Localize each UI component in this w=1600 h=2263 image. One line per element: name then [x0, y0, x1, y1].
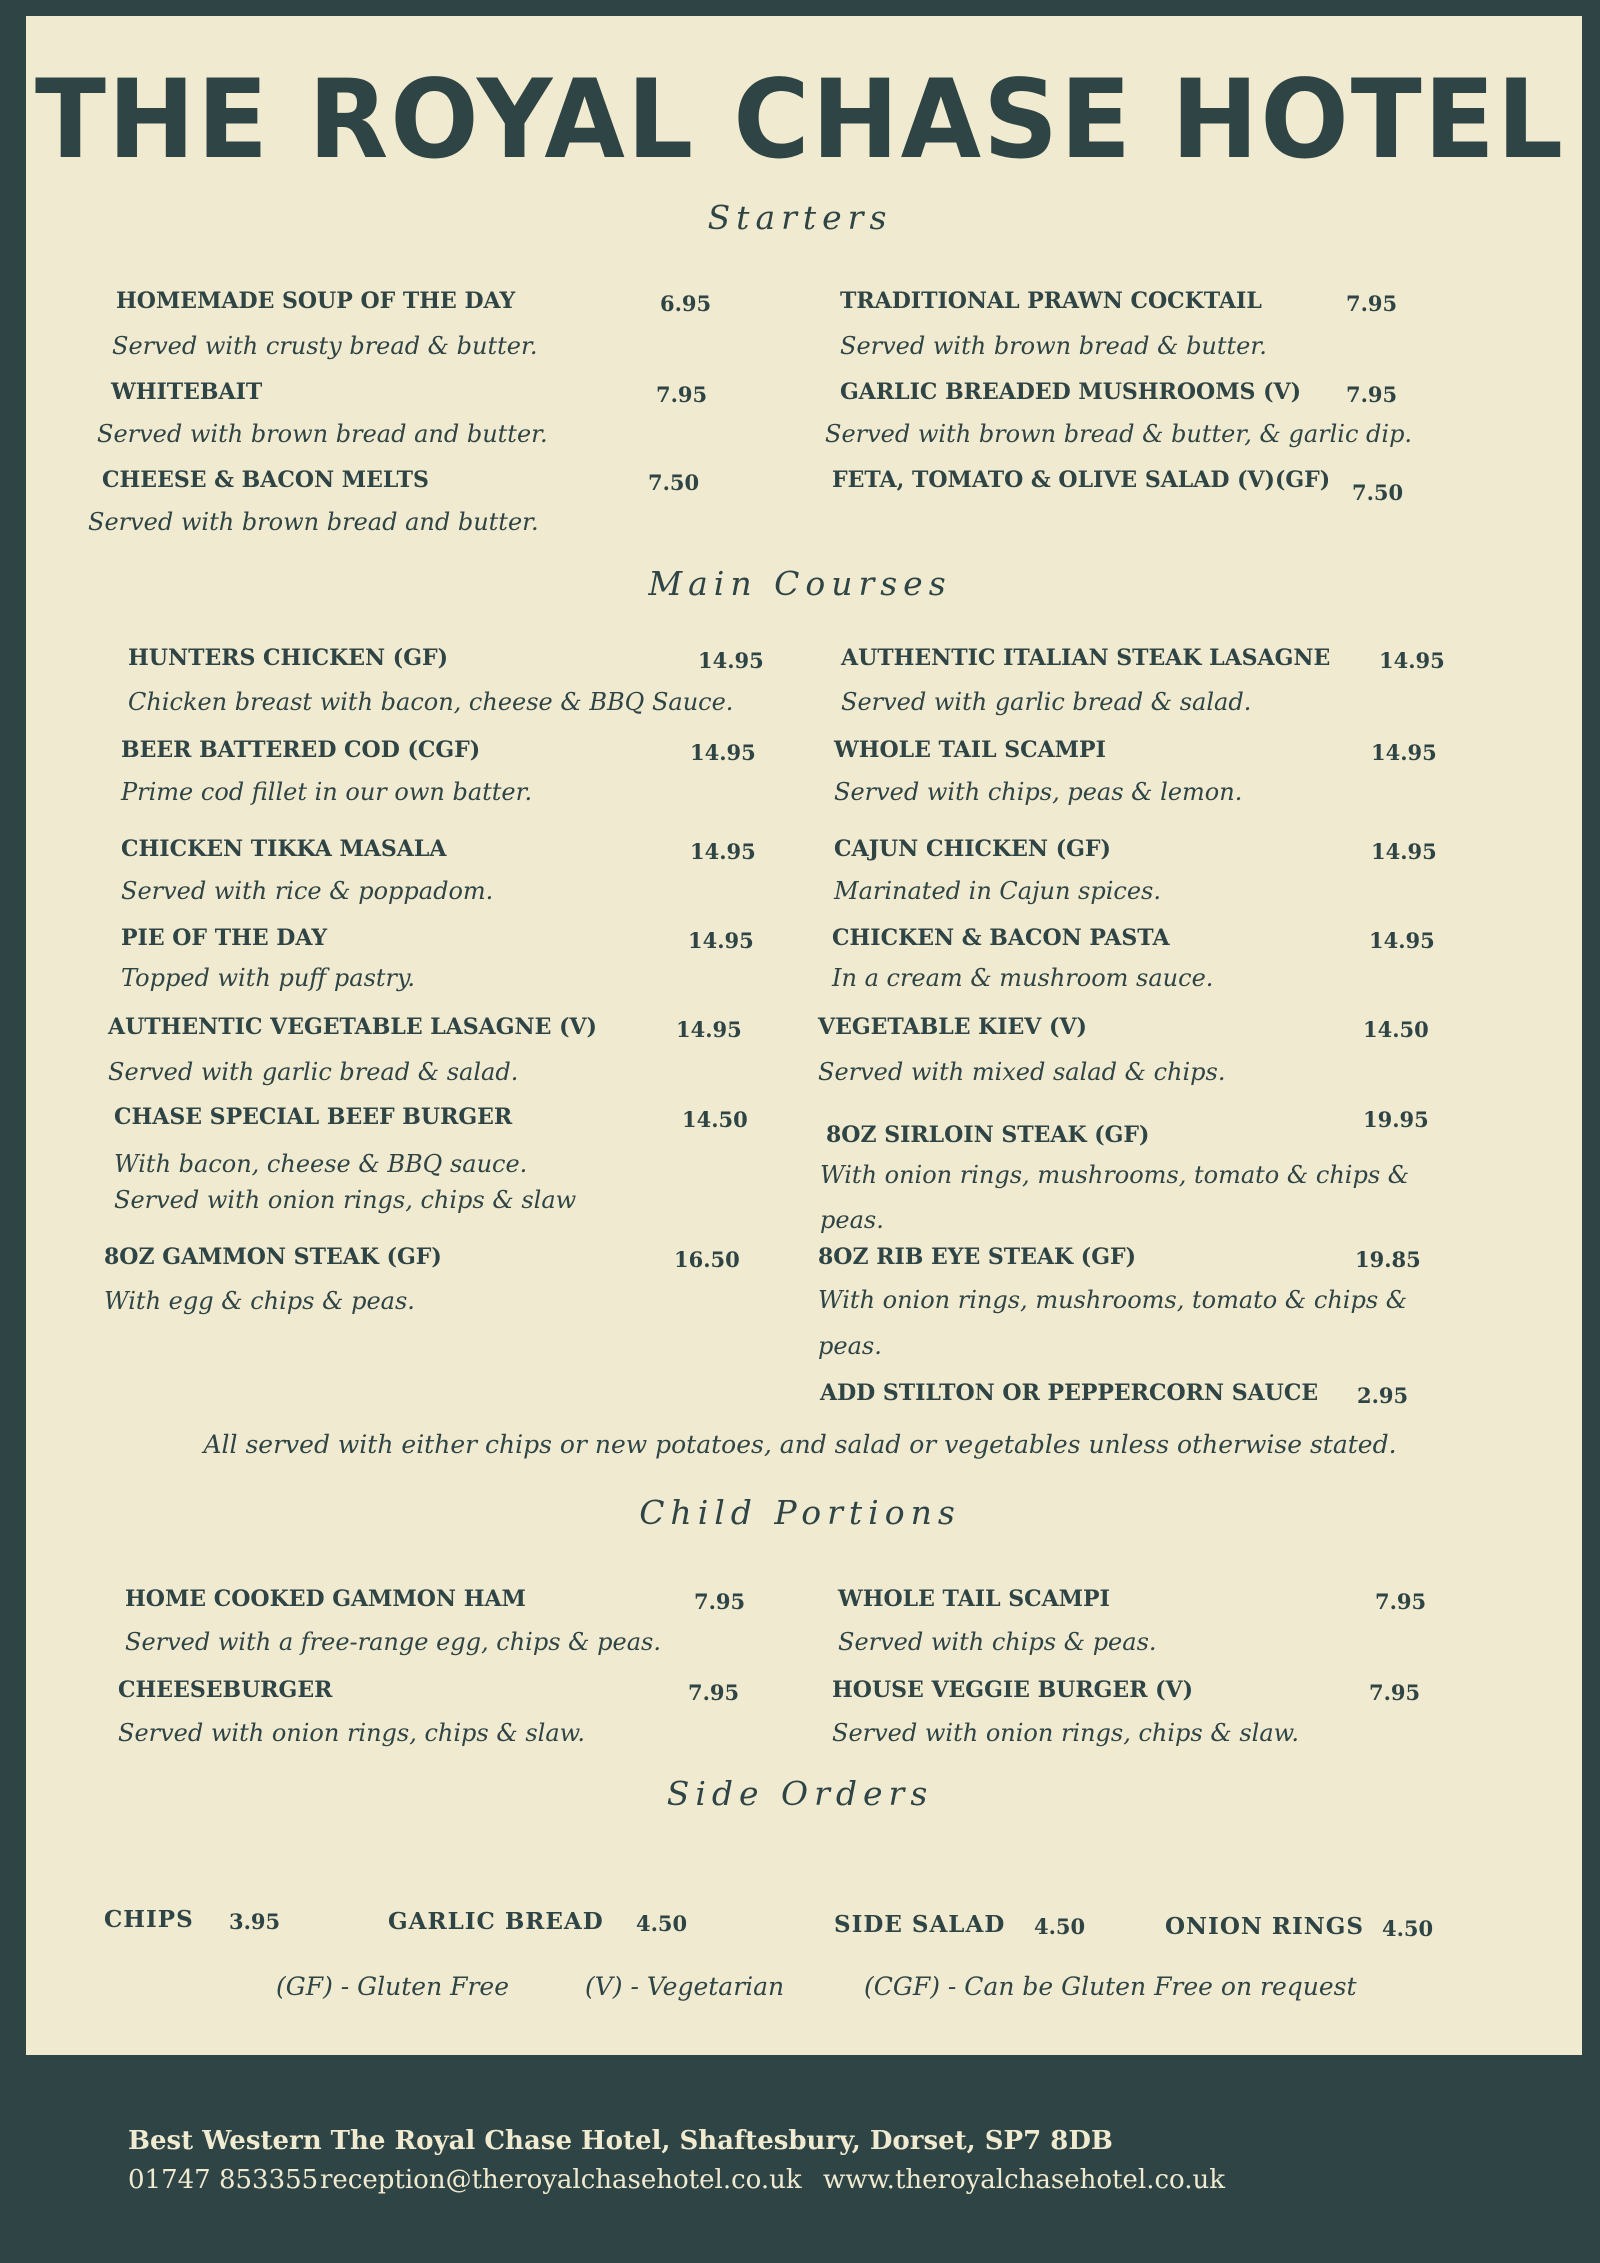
mains-note: All served with either chips or new potatoes, and salad or vegetables unless otherwise stated. [203, 1430, 1397, 1459]
section-title-sides: Side Orders [666, 1774, 934, 1813]
menu-item-name: TRADITIONAL PRAWN COCKTAIL [840, 288, 1262, 314]
footer-address: Best Western The Royal Chase Hotel, Shaftesbury, Dorset, SP7 8DB [128, 2126, 1113, 2156]
menu-item-description: Topped with puff pastry. [121, 964, 416, 992]
menu-item-description: Served with brown bread & butter. [840, 332, 1267, 360]
legend-gluten-free: (GF) - Gluten Free [276, 1972, 510, 2001]
menu-item-price: 14.95 [1371, 839, 1437, 864]
menu-item-name: HOUSE VEGGIE BURGER (V) [832, 1677, 1194, 1703]
menu-item-description: In a cream & mushroom sauce. [832, 964, 1214, 992]
menu-item-price: 14.95 [690, 839, 756, 864]
menu-item-price: 2.95 [1357, 1383, 1409, 1408]
menu-item-name: CHEESE & BACON MELTS [102, 467, 429, 493]
menu-item-price: 6.95 [660, 291, 712, 316]
menu-item-price: 7.95 [1369, 1680, 1421, 1705]
menu-item-description: Served with mixed salad & chips. [818, 1058, 1226, 1086]
menu-item-price: 14.95 [690, 740, 756, 765]
menu-item-name: AUTHENTIC ITALIAN STEAK LASAGNE [841, 645, 1331, 671]
menu-item-price: 14.95 [698, 648, 764, 673]
section-title-starters: Starters [707, 198, 893, 237]
section-title-mains: Main Courses [648, 564, 952, 603]
menu-item-name: CHICKEN & BACON PASTA [832, 925, 1170, 951]
footer-phone[interactable]: 01747 853355 [128, 2165, 319, 2195]
menu-item-description: Served with rice & poppadom. [121, 877, 494, 905]
menu-item-price: 7.95 [656, 382, 708, 407]
menu-item-price: 19.95 [1363, 1107, 1429, 1132]
menu-item-description: Served with garlic bread & salad. [108, 1058, 519, 1086]
menu-item-description: Served with brown bread and butter. [97, 420, 548, 448]
menu-item-description: Served with onion rings, chips & slaw [114, 1186, 577, 1214]
menu-item-price: 7.50 [1352, 480, 1404, 505]
menu-item-price: 7.95 [688, 1680, 740, 1705]
side-item-price: 3.95 [229, 1909, 281, 1934]
menu-item-description: Served with chips, peas & lemon. [834, 778, 1243, 806]
menu-item-description: With onion rings, mushrooms, tomato & chips & [820, 1161, 1410, 1189]
menu-item-description: peas. [818, 1332, 882, 1360]
side-item-name: SIDE SALAD [834, 1911, 1006, 1938]
menu-item-price: 14.95 [676, 1017, 742, 1042]
menu-item-name: AUTHENTIC VEGETABLE LASAGNE (V) [108, 1014, 597, 1040]
menu-item-name: 8OZ SIRLOIN STEAK (GF) [826, 1122, 1150, 1148]
menu-item-name: HOME COOKED GAMMON HAM [125, 1586, 526, 1612]
menu-item-price: 14.50 [682, 1107, 748, 1132]
side-item-name: CHIPS [104, 1906, 194, 1933]
legend-vegetarian: (V) - Vegetarian [585, 1972, 785, 2001]
menu-item-description: Served with brown bread & butter, & garlic dip. [825, 420, 1413, 448]
menu-item-description: Served with onion rings, chips & slaw. [832, 1719, 1299, 1747]
menu-item-name: FETA, TOMATO & OLIVE SALAD (V)(GF) [832, 467, 1331, 493]
menu-item-price: 7.95 [1375, 1589, 1427, 1614]
side-item-name: GARLIC BREAD [388, 1908, 604, 1935]
menu-item-description: Marinated in Cajun spices. [834, 877, 1161, 905]
legend-can-be-gluten-free: (CGF) - Can be Gluten Free on request [864, 1972, 1357, 2001]
menu-item-price: 16.50 [674, 1247, 740, 1272]
menu-item-price: 7.95 [1346, 291, 1398, 316]
menu-item-description: With onion rings, mushrooms, tomato & chips & [818, 1286, 1408, 1314]
menu-item-price: 19.85 [1355, 1247, 1421, 1272]
menu-item-price: 14.95 [1369, 928, 1435, 953]
side-item-price: 4.50 [636, 1911, 688, 1936]
footer-website[interactable]: www.theroyalchasehotel.co.uk [823, 2165, 1225, 2195]
section-title-child: Child Portions [639, 1493, 961, 1532]
menu-item-description: Chicken breast with bacon, cheese & BBQ Sauce. [128, 688, 734, 716]
menu-item-name: HOMEMADE SOUP OF THE DAY [116, 288, 516, 314]
menu-item-name: ADD STILTON OR PEPPERCORN SAUCE [820, 1380, 1319, 1406]
menu-item-description: Served with crusty bread & butter. [112, 332, 538, 360]
menu-item-name: CHASE SPECIAL BEEF BURGER [114, 1104, 513, 1130]
menu-item-name: BEER BATTERED COD (CGF) [121, 737, 481, 763]
menu-item-description: Prime cod fillet in our own batter. [121, 778, 533, 806]
menu-item-description: With egg & chips & peas. [104, 1287, 415, 1315]
menu-item-description: Served with chips & peas. [838, 1628, 1157, 1656]
menu-item-price: 14.95 [1379, 648, 1445, 673]
side-item-price: 4.50 [1034, 1914, 1086, 1939]
menu-item-price: 7.95 [1346, 382, 1398, 407]
side-item-name: ONION RINGS [1165, 1913, 1365, 1940]
menu-item-price: 14.95 [688, 928, 754, 953]
menu-item-name: PIE OF THE DAY [121, 925, 328, 951]
menu-item-name: HUNTERS CHICKEN (GF) [128, 645, 449, 671]
footer-email[interactable]: reception@theroyalchasehotel.co.uk [320, 2165, 802, 2195]
menu-item-name: VEGETABLE KIEV (V) [818, 1014, 1087, 1040]
menu-item-description: peas. [820, 1206, 884, 1234]
menu-item-description: Served with garlic bread & salad. [841, 688, 1252, 716]
menu-item-name: WHOLE TAIL SCAMPI [838, 1586, 1110, 1612]
menu-item-price: 7.50 [648, 470, 700, 495]
menu-item-name: GARLIC BREADED MUSHROOMS (V) [840, 379, 1301, 405]
menu-item-name: CHEESEBURGER [118, 1677, 333, 1703]
menu-item-description: Served with brown bread and butter. [88, 508, 539, 536]
side-item-price: 4.50 [1382, 1916, 1434, 1941]
menu-item-name: WHITEBAIT [111, 379, 263, 405]
menu-item-price: 14.95 [1371, 740, 1437, 765]
menu-item-name: 8OZ GAMMON STEAK (GF) [104, 1244, 442, 1270]
menu-item-name: 8OZ RIB EYE STEAK (GF) [818, 1244, 1137, 1270]
menu-item-description: With bacon, cheese & BBQ sauce. [114, 1150, 528, 1178]
menu-item-name: WHOLE TAIL SCAMPI [834, 737, 1106, 763]
menu-item-price: 7.95 [694, 1589, 746, 1614]
menu-item-price: 14.50 [1363, 1017, 1429, 1042]
menu-item-name: CAJUN CHICKEN (GF) [834, 836, 1111, 862]
menu-item-description: Served with onion rings, chips & slaw. [118, 1719, 585, 1747]
menu-item-name: CHICKEN TIKKA MASALA [121, 836, 447, 862]
menu-item-description: Served with a free-range egg, chips & peas. [125, 1628, 661, 1656]
hotel-title: THE ROYAL CHASE HOTEL [34, 54, 1566, 184]
